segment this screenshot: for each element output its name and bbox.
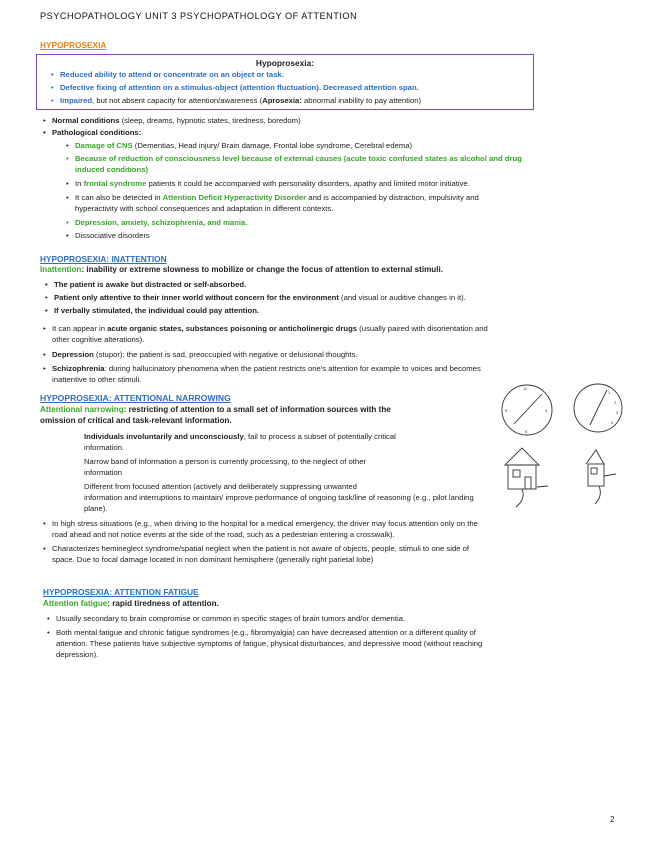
narrowing-definition: Attentional narrowing: restricting of attention to a small set of information sources with the [40,405,391,414]
svg-text:3: 3 [545,408,548,413]
narrowing-point-cont: information [84,468,123,477]
svg-text:3: 3 [616,410,619,415]
list-item: • Usually secondary to brain compromise or common in specific stages of brain tumors and/or dementia. [47,614,406,623]
svg-text:12: 12 [523,386,528,391]
svg-text:2: 2 [614,400,617,405]
list-item-continuation: attention. These patients have subjective symptoms of fatigue, physical disturbances, and depressive mood (without reaching [56,639,483,648]
list-item-continuation: road ahead and not notice events at the side of the road, such as a pedestrian entering a crosswalk). [52,530,395,539]
clock-drawing-original [502,385,552,435]
narrowing-point-cont: information and interruptions to maintain/ improve performance of ongoing task/line of reasoning (e.g., pilot landing [84,493,474,502]
svg-text:6: 6 [525,429,528,434]
list-item: • Characterizes hemineglect syndrome/spatial neglect when the patient is not aware of objects, people, stimuli to one side of [43,544,470,553]
list-item-continuation: depression). [56,650,99,659]
list-item: • Patient only attentive to their inner world without concern for the environment (and visual or auditive changes in it). [45,293,466,302]
box-title: Hypoprosexia: [255,58,315,68]
fatigue-definition: Attention fatigue: rapid tiredness of attention. [43,599,219,608]
list-item: • Normal conditions (sleep, dreams, hypnotic states, tiredness, boredom) [43,116,301,125]
list-item: • Damage of CNS (Dementias, Head injury/ Brain damage, Frontal lobe syndrome, Cerebral edema) [66,141,413,150]
section-title-fatigue: HYPOPROSEXIA: ATTENTION FATIGUE [43,587,199,597]
page-number: 2 [610,815,615,824]
list-item: • Depression, anxiety, schizophrenia, and mania. [66,218,248,227]
house-drawing-neglect [586,450,616,504]
list-item: • In high stress situations (e.g., when driving to the hospital for a medical emergency, the driver may focus attention only on the [43,519,478,528]
box-line: • Defective fixing of attention on a stimulus-object (attention fluctuation). Decreased attention span. [51,83,419,92]
box-line: • Impaired, but not absent capacity for attention/awareness (Aprosexia: abnormal inability to pay attention) [51,96,422,105]
list-item: • Schizophrenia: during hallucinatory phenomena when the patient restricts one's attention for example to voices and becomes [43,364,481,373]
box-line: • Reduced ability to attend or concentrate on an object or task. [51,70,284,79]
list-item: • Because of reduction of consciousness level because of external causes (acute toxic confused states as alcohol and drug [66,154,522,163]
list-item: • It can also be detected in Attention Deficit Hyperactivity Disorder and is accompanied by distraction, impulsivity and [66,193,479,202]
list-item-continuation: other cognitive alterations). [52,335,145,344]
narrowing-point: Different from focused attention (actively and deliberately suppressing unwanted [84,482,357,491]
page-header: PSYCHOPATHOLOGY UNIT 3 PSYCHOPATHOLOGY OF ATTENTION [40,11,358,21]
list-item-continuation: induced conditions) [75,165,149,174]
section-title-inattention: HYPOPROSEXIA: INATTENTION [40,254,167,264]
svg-text:9: 9 [505,408,508,413]
narrowing-point: Individuals involuntarily and unconsciously, fail to process a subset of potentially critical [84,432,396,441]
list-item: • Depression (stupor): the patient is sad, preoccupied with negative or delusional thoughts. [43,350,358,359]
list-item: • Both mental fatigue and chronic fatigue syndromes (e.g., fibromyalgia) can have decreased attention or a different quality of [47,628,476,637]
svg-text:1: 1 [608,390,611,395]
list-item-continuation: hyperactivity with school consequences and adaptation in different contexts. [75,204,334,213]
narrowing-point: Narrow band of information a person is currently processing, to the neglect of other [84,457,367,466]
narrowing-point-cont: plane). [84,504,108,513]
section-title-narrowing: HYPOPROSEXIA: ATTENTIONAL NARROWING [40,393,231,403]
list-item-continuation: inattentive to other stimuli. [52,375,142,384]
list-item: • Dissociative disorders [66,231,150,240]
list-item: • The patient is awake but distracted or self-absorbed. [45,280,247,289]
list-item: • Pathological conditions: [43,128,142,137]
list-item: • If verbally stimulated, the individual could pay attention. [45,306,260,315]
list-item: • In frontal syndrome patients it could be accompanied with personality disorders, apathy and limited motor initiative. [66,179,470,188]
narrowing-point-cont: information. [84,443,125,452]
narrowing-definition-cont: omission of critical and task-relevant information. [40,416,232,425]
list-item-continuation: space. Due to focal damage located in non dominant hemisphere (generally right parietal lobe) [52,555,374,564]
hemineglect-drawings [490,380,630,510]
section-title-hypoprosexia: HYPOPROSEXIA [40,40,107,50]
inattention-definition: Inattention: inability or extreme slowness to mobilize or change the focus of attention to external stimuli. [40,265,443,274]
list-item: • It can appear in acute organic states, substances poisoning or anticholinergic drugs (usually paired with disorientation and [43,324,488,333]
clock-drawing-neglect [574,384,622,432]
house-drawing-original [505,448,548,507]
svg-text:4: 4 [611,420,614,425]
